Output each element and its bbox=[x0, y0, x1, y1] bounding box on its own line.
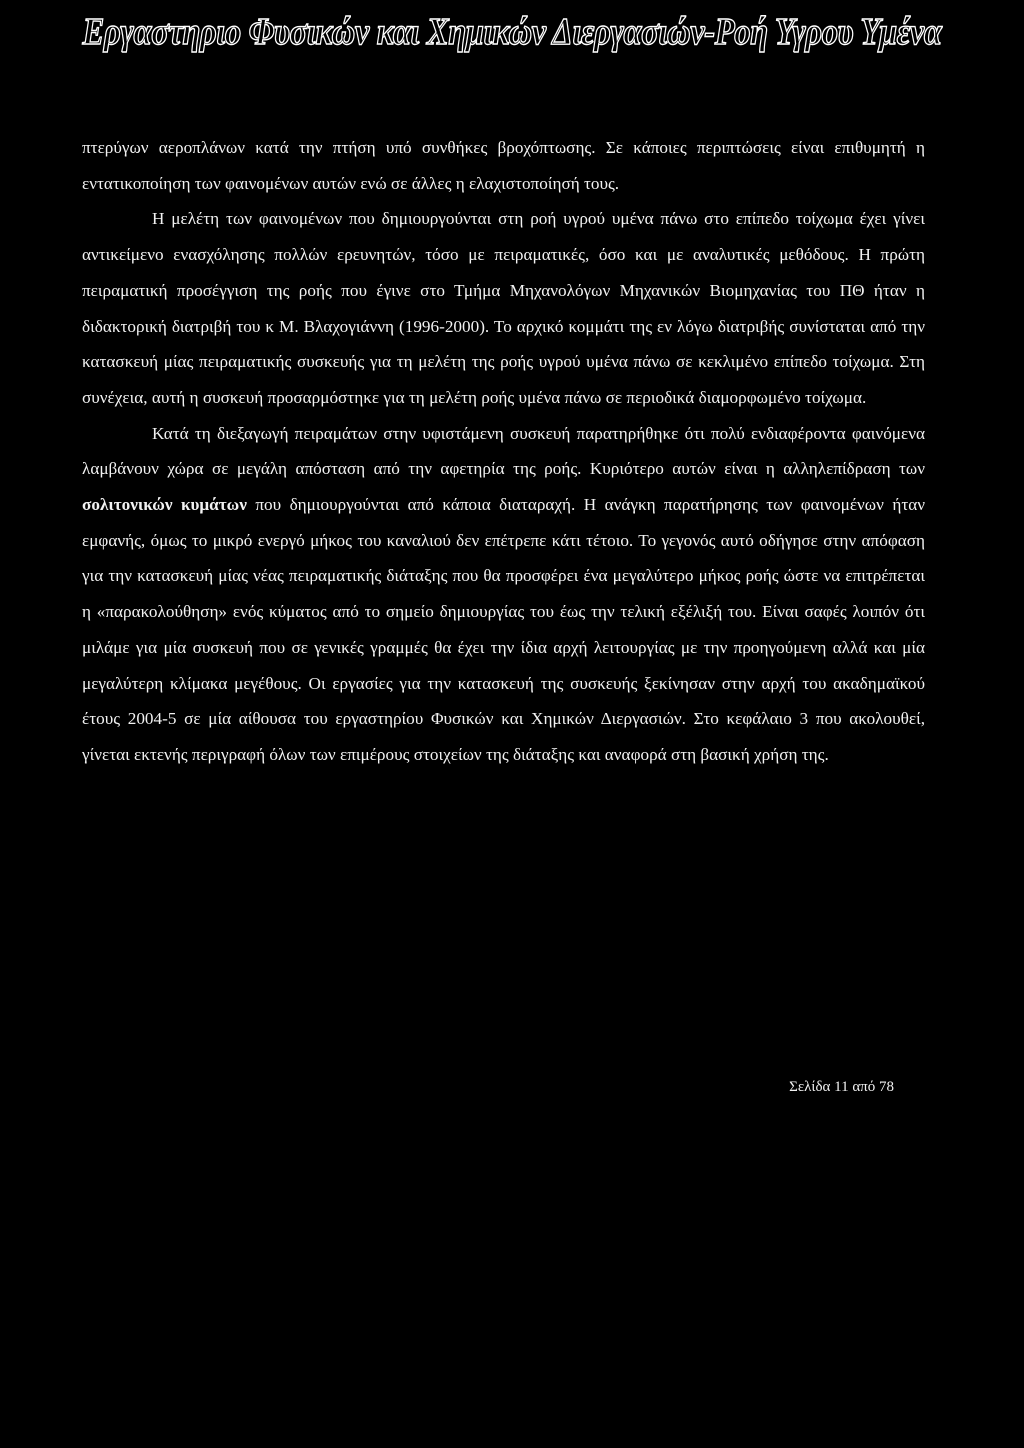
paragraph-text-start: Κατά τη διεξαγωγή πειραμάτων στην υφιστάμενη συσκευή παρατηρήθηκε ότι πολύ ενδιαφέροντα φαινόμενα λαμβάνουν χώρα σε μεγάλη απόσταση από την αφετηρία της ροής. Κυριότερο αυτών είναι η αλληλεπίδραση των bbox=[82, 423, 925, 479]
page-number: Σελίδα 11 από 78 bbox=[789, 1079, 894, 1095]
document-body bbox=[82, 130, 925, 773]
paragraph-text-end: που δημιουργούνται από κάποια διαταραχή. Η ανάγκη παρατήρησης των φαινομένων ήταν εμφανής, όμως το μικρό ενεργό μήκος του καναλιού δεν επέτρεπε κάτι τέτοιο. Το γεγονός αυτό οδήγησε στην απόφαση για την κατασκευή μίας νέας πειραματικής διάταξης που θα προσφέρει ένα μεγαλύτερο μήκος ροής ώστε να επιτρέπεται η «παρακολούθηση» ενός κύματος από το σημείο δημιουργίας του έως την τελική εξέλιξή του. Είναι σαφές λοιπόν ότι μιλάμε για μία συσκευή που σε γενικές γραμμές θα έχει την ίδια αρχή λειτουργίας με την προηγούμενη αλλά και μία μεγαλύτερη κλίμακα μεγέθους. Οι εργασίες για την κατασκευή της συσκευής ξεκίνησαν στην αρχή του ακαδημαϊκού έτους 2004-5 σε μία αίθουσα του εργαστηρίου Φυσικών και Χημικών Διεργασιών. Στο κεφάλαιο 3 που ακολουθεί, γίνεται εκτενής περιγραφή όλων των επιμέρους στοιχείων της διάταξης και αναφορά στη βασική χρήση της. bbox=[82, 495, 925, 764]
paragraph-new-apparatus bbox=[82, 416, 925, 773]
bold-term-solitary-waves: σολιτονικών κυμάτων bbox=[82, 495, 247, 515]
page-header-title: Εργαστηριο Φυσικών και Χημικών Διεργασιών-Ροή Υγρου Υμένα bbox=[82, 11, 942, 53]
paragraph-research-history: Η μελέτη των φαινομένων που δημιουργούνται στη ροή υγρού υμένα πάνω στο επίπεδο τοίχωμα έχει γίνει αντικείμενο ενασχόλησης πολλών ερευνητών, τόσο με πειραματικές, όσο και με αναλυτικές μεθόδους. Η πρώτη πειραματική προσέγγιση της ροής που έγινε στο Τμήμα Μηχανολόγων Μηχανικών Βιομηχανίας του ΠΘ ήταν η διδακτορική διατριβή του κ Μ. Βλαχογιάννη (1996-2000). Το αρχικό κομμάτι της εν λόγω διατριβής συνίσταται από την κατασκευή μίας πειραματικής συσκευής για τη μελέτη της ροής υγρού υμένα πάνω σε κεκλιμένο επίπεδο τοίχωμα. Στη συνέχεια, αυτή η συσκευή προσαρμόστηκε για τη μελέτη ροής υμένα πάνω σε περιοδικά διαμορφωμένο τοίχωμα. bbox=[82, 209, 925, 407]
paragraph-continued: πτερύγων αεροπλάνων κατά την πτήση υπό συνθήκες βροχόπτωσης. Σε κάποιες περιπτώσεις είναι επιθυμητή η εντατικοποίηση των φαινομένων αυτών ενώ σε άλλες η ελαχιστοποίησή τους. bbox=[82, 138, 925, 193]
